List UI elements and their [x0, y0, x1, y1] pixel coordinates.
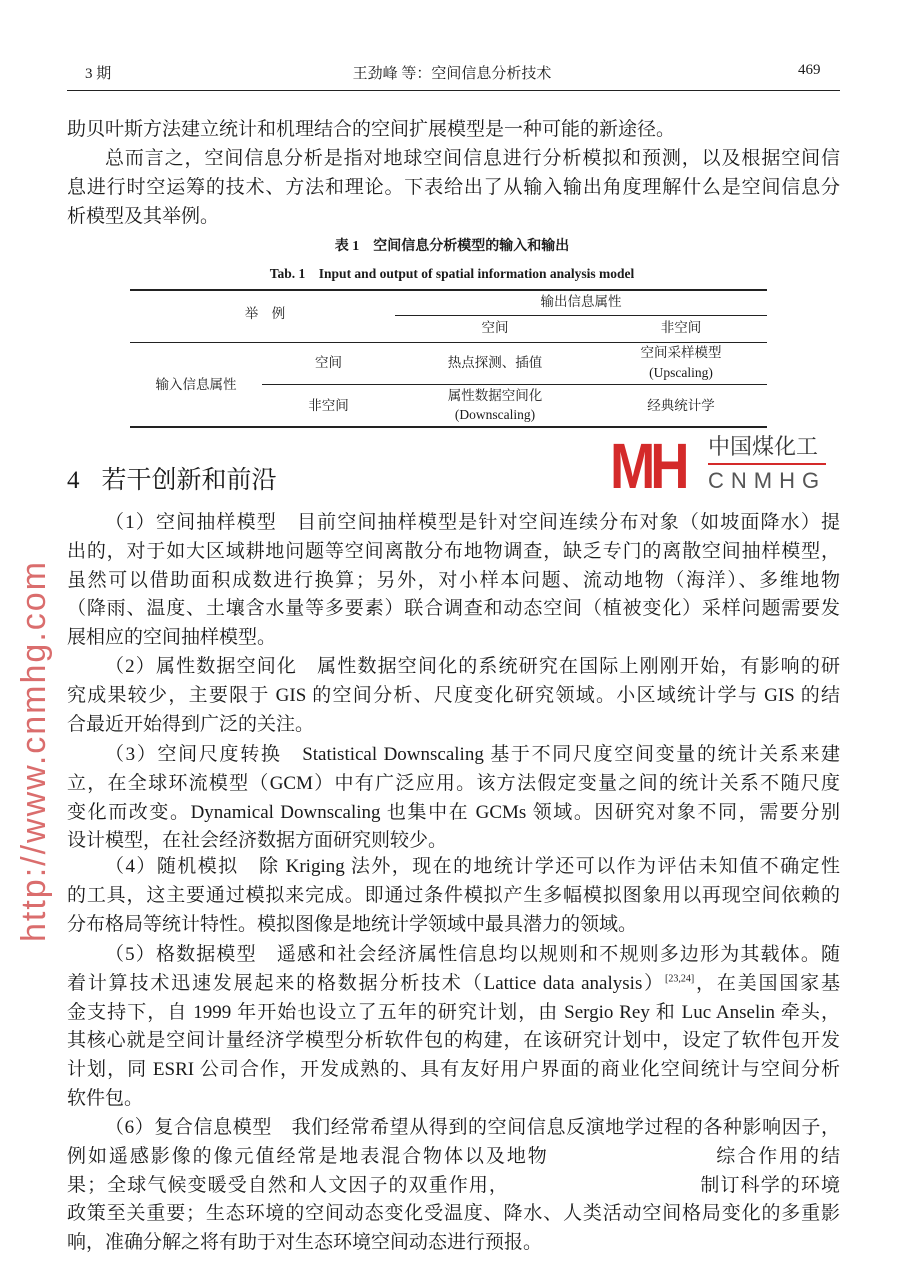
table-bottom-rule	[130, 426, 767, 428]
table-cell: 热点探测、插值	[447, 355, 543, 370]
text-line: 变化而改变。Dynamical Downscaling 也集中在 GCMs 领域。因研究对象不同，需要分别	[67, 801, 840, 823]
section-number: 4	[67, 467, 80, 494]
input-header: 输入信息属性	[155, 377, 237, 392]
text-line: 着计算技术迅速发展起来的格数据分析技术（Lattice data analysis）[23,24]，在美国国家基	[67, 972, 840, 994]
table-rule	[395, 315, 767, 316]
text-line: 总而言之，空间信息分析是指对地球空间信息进行分析模拟和预测，以及根据空间信	[105, 148, 840, 169]
text-line: （3）空间尺度转换 Statistical Downscaling 基于不同尺度空间变量的统计关系来建	[105, 744, 840, 765]
text-line: 分布格局等统计特性。模拟图像是地统计学领域中最具潜力的领域。	[67, 913, 638, 935]
text-line: （6）复合信息模型 我们经常希望从得到的空间信息反演地学过程的各种影响因子，	[105, 1117, 840, 1138]
logo-mark: MH	[610, 430, 685, 502]
text-line: 计划，同 ESRI 公司合作，开发成熟的、具有友好用户界面的商业化空间统计与空间分析	[67, 1059, 840, 1081]
text-line: 析模型及其举例。	[67, 206, 220, 227]
url-watermark: http://www.cnmhg.com	[15, 560, 53, 943]
table-cell: 经典统计学	[647, 398, 715, 413]
text-line: （4）随机模拟 除 Kriging 法外，现在的地统计学还可以作为评估未知值不确定性	[105, 856, 840, 877]
text-line: 果；全球气候变暖受自然和人文因子的双重作用， 制订科学的环境	[67, 1174, 840, 1196]
row-label: 非空间	[308, 398, 349, 413]
text-line: 例如遥感影像的像元值经常是地表混合物体以及地物 综合作用的结	[67, 1145, 840, 1167]
output-header: 输出信息属性	[540, 294, 622, 309]
logo-rule	[708, 463, 826, 465]
table-cell: (Downscaling)	[454, 407, 536, 422]
text-line: （5）格数据模型 遥感和社会经济属性信息均以规则和不规则多边形为其载体。随	[105, 944, 840, 965]
text-line: 虽然可以借助面积成数进行换算；另外，对小样本问题、流动地物（海洋）、多维地物	[67, 569, 840, 591]
running-title: 王劲峰 等：空间信息分析技术	[352, 66, 552, 82]
table-cell: 空间采样模型	[640, 345, 722, 360]
section-heading	[67, 466, 299, 496]
text-line: 软件包。	[67, 1088, 144, 1109]
output-col-nonspatial: 非空间	[660, 320, 702, 335]
page-number: 469	[798, 62, 821, 78]
table-rule	[262, 384, 767, 385]
text-line: （2）属性数据空间化 属性数据空间化的系统研究在国际上刚刚开始，有影响的研	[105, 656, 840, 677]
text-line: 响，准确分解之将有助于对生态环境空间动态进行预报。	[67, 1232, 543, 1254]
text-line: 助贝叶斯方法建立统计和机理结合的空间扩展模型是一种可能的新途径。	[67, 119, 676, 140]
section-title: 若干创新和前沿	[101, 467, 277, 494]
table-caption-en: Tab. 1 Input and output of spatial information analysis model	[269, 266, 635, 281]
text-line: 出的，对于如大区域耕地问题等空间离散分布地物调查，缺乏专门的离散空间抽样模型，	[67, 540, 840, 562]
logo-cn: 中国煤化工	[708, 434, 819, 459]
text-line: 政策至关重要；生态环境的空间动态变化受温度、降水、人类活动空间格局变化的多重影	[67, 1203, 840, 1225]
table-cell: 属性数据空间化	[447, 388, 543, 403]
output-col-spatial: 空间	[481, 320, 509, 335]
issue-number: 3 期	[85, 66, 112, 82]
text-line: 设计模型，在社会经济数据方面研究则较少。	[67, 830, 448, 852]
text-line: 金支持下，自 1999 年开始也设立了五年的研究计划，由 Sergio Rey 和 Luc Anselin 牵头，	[67, 1001, 840, 1023]
text-line: 立，在全球环流模型（GCM）中有广泛应用。该方法假定变量之间的统计关系不随尺度	[67, 772, 840, 794]
logo-en: CNMHG	[708, 468, 827, 493]
text-line: （1）空间抽样模型 目前空间抽样模型是针对空间连续分布对象（如坡面降水）提	[105, 512, 840, 533]
table-top-rule	[130, 289, 767, 291]
text-line: 合最近开始得到广泛的关注。	[67, 713, 315, 735]
table-corner: 举 例	[244, 306, 286, 321]
table-cell: (Upscaling)	[649, 365, 713, 380]
text-line: 的工具，这主要通过模拟来完成。即通过条件模拟产生多幅模拟图象用以再现空间依赖的	[67, 884, 840, 906]
text-line-tail: ，在美国国家基	[694, 972, 840, 994]
text-line: 息进行时空运筹的技术、方法和理论。下表给出了从输入输出角度理解什么是空间信息分	[67, 177, 840, 198]
header-rule	[67, 90, 840, 91]
citation: [23,24]	[665, 973, 695, 985]
text-line: （降雨、温度、土壤含水量等多要素）联合调查和动态空间（植被变化）采样问题需要发	[67, 598, 840, 620]
text-line: 展相应的空间抽样模型。	[67, 627, 277, 649]
cnmhg-logo	[610, 430, 830, 502]
table-caption-cn: 表 1 空间信息分析模型的输入和输出	[334, 239, 570, 254]
row-label: 空间	[315, 355, 342, 370]
text-line: 其核心就是空间计量经济学模型分析软件包的构建，在该研究计划中，设定了软件包开发	[67, 1030, 840, 1052]
text-line: 究成果较少，主要限于 GIS 的空间分析、尺度变化研究领域。小区域统计学与 GIS 的结	[67, 684, 840, 706]
